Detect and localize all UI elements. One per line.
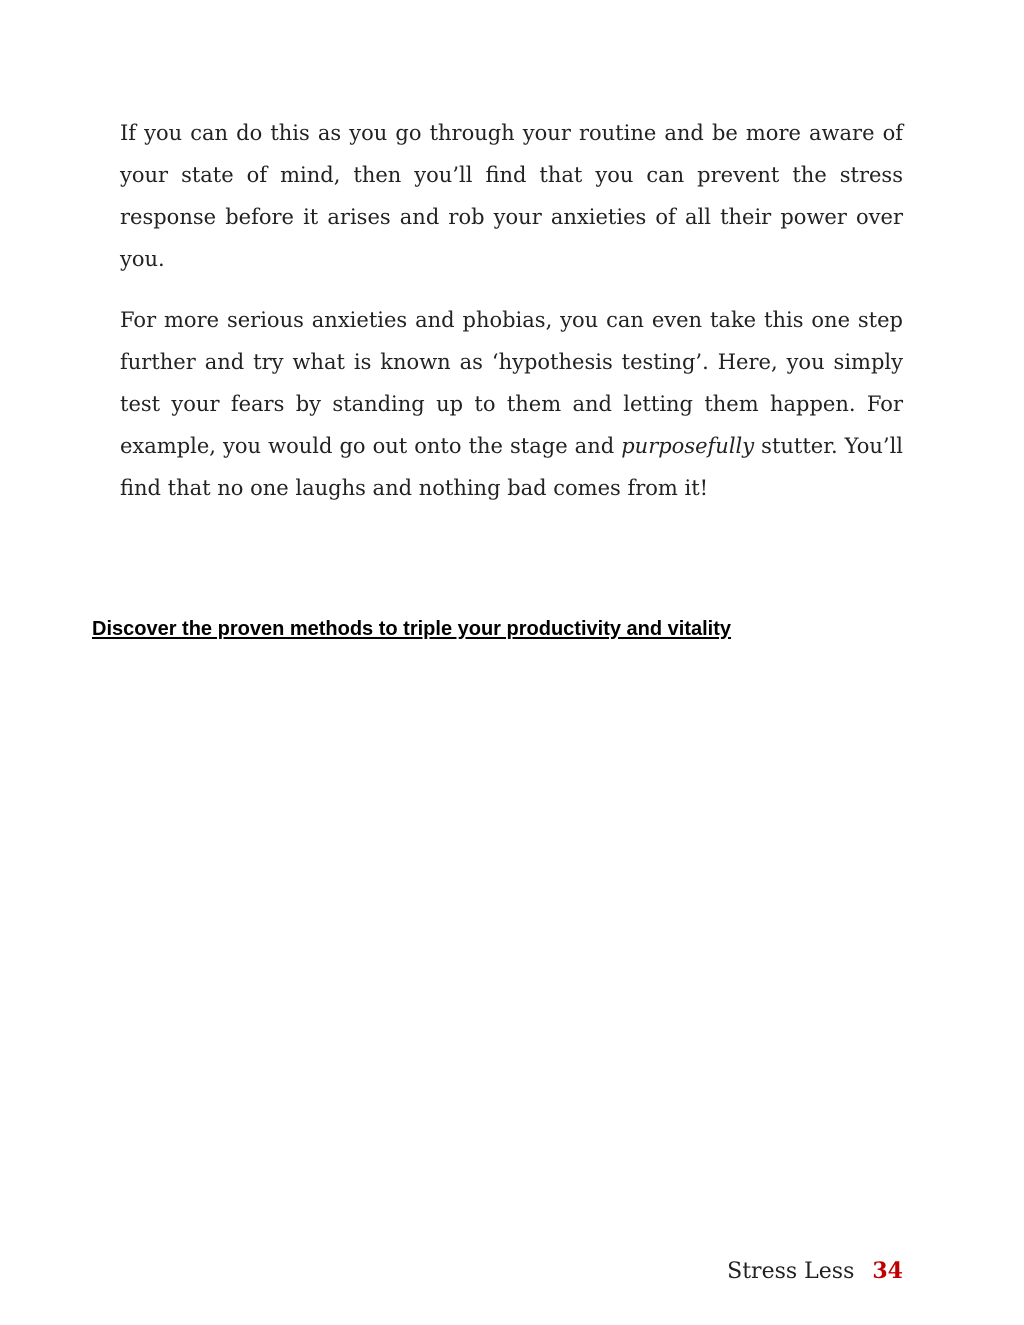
paragraph-routine-awareness <box>120 112 903 280</box>
emphasis-text: purposefully <box>621 434 755 458</box>
footer-book-title: Stress Less <box>727 1259 855 1284</box>
paragraph-text-end: stutter. You’ll find that no one laughs and nothing bad comes from it! <box>120 434 904 500</box>
body-text <box>120 112 903 528</box>
paragraph-text: If you can do this as you go through your routine and be more aware of your state of mind, then you’ll find that you can prevent the stress response before it arises and rob your anxieties of all their power over you. <box>120 121 903 271</box>
page-footer <box>727 1256 903 1287</box>
paragraph-text-start: For more serious anxieties and phobias, you can even take this one step further and try what is known as ‘hypothesis testing’. Here, you simply test your fears by standing up to them and letting them happen. For example, you would go out onto the stage and <box>120 308 903 458</box>
promo-link[interactable]: Discover the proven methods to triple your productivity and vitality <box>92 618 732 640</box>
paragraph-hypothesis-testing <box>120 299 903 509</box>
page-number: 34 <box>872 1258 903 1284</box>
